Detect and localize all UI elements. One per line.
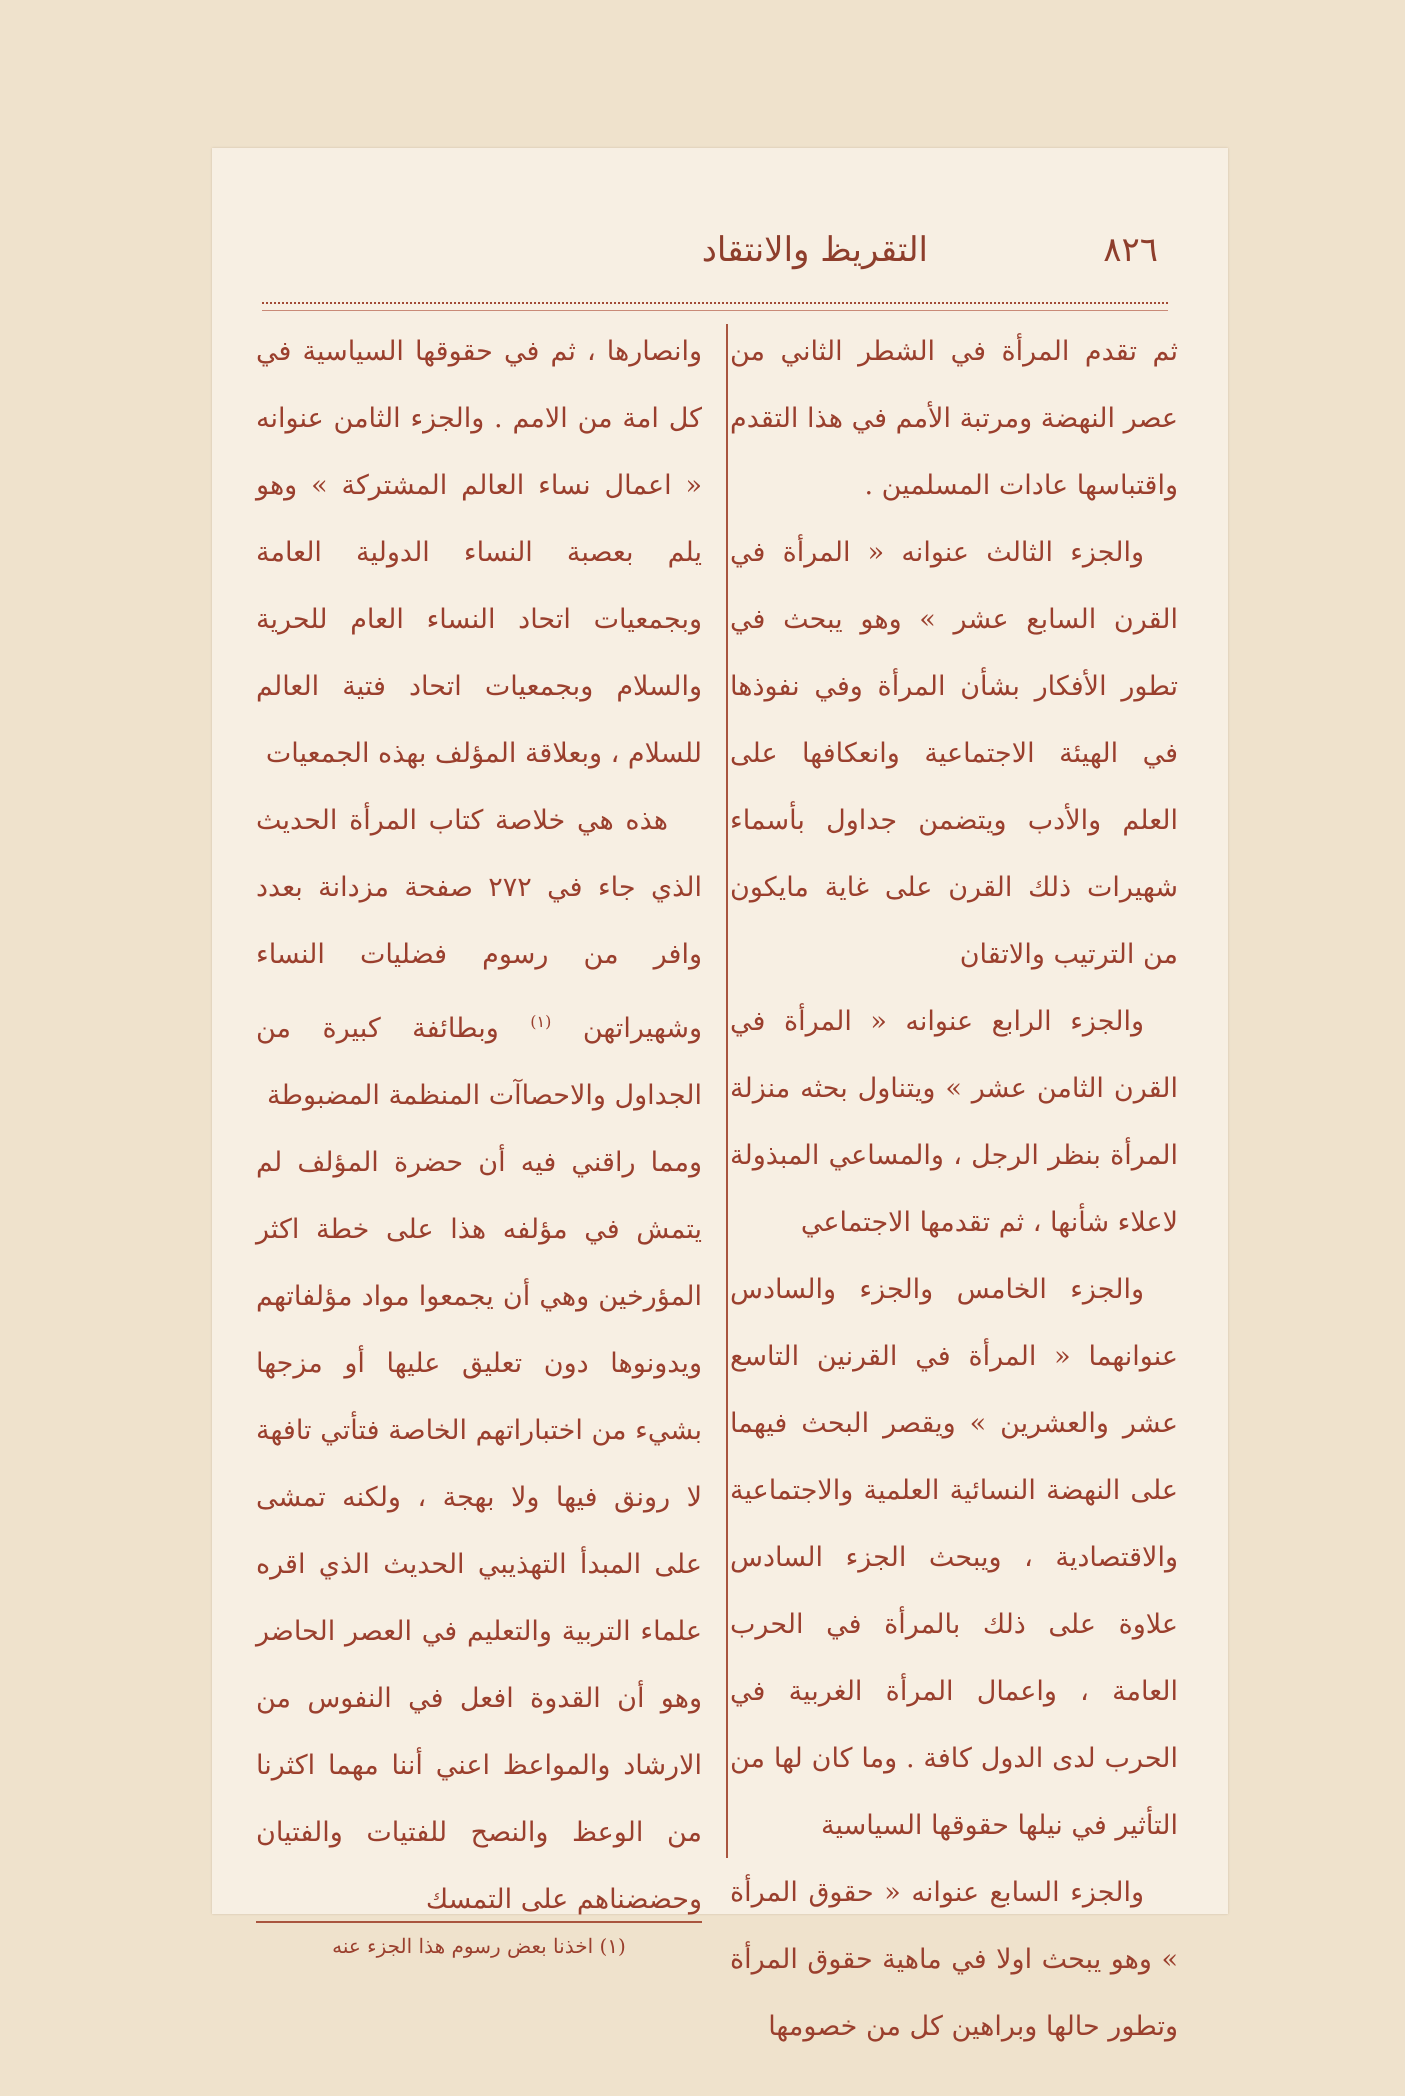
paragraph: ثم تقدم المرأة في الشطر الثاني من عصر النهضة ومرتبة الأمم في هذا التقدم واقتباسها عادات المسلمين . xyxy=(730,336,1178,501)
paragraph-text-continued: وبطائفة كبيرة من الجداول والاحصاآت المنظمة المضبوطة xyxy=(256,1013,702,1111)
paragraph: وانصارها ، ثم في حقوقها السياسية في كل امة من الامم . والجزء الثامن عنوانه « اعمال نساء العالم المشتركة » وهو يلم بعصبة النساء الدولية العامة وبجمعيات اتحاد النساء العام للحرية والسلام وبجمعيات اتحاد فتية العالم للسلام ، وبعلاقة المؤلف بهذه الجمعيات xyxy=(256,336,702,769)
header-rule xyxy=(262,302,1168,311)
column-divider xyxy=(726,324,728,1858)
paragraph-text: هذه هي خلاصة كتاب المرأة الحديث الذي جاء في ٢٧٢ صفحة مزدانة بعدد وافر من رسوم فضليات النساء وشهيراتهن xyxy=(256,805,702,1044)
paragraph: والجزء الثالث عنوانه « المرأة في القرن السابع عشر » وهو يبحث في تطور الأفكار بشأن المرأة وفي نفوذها في الهيئة الاجتماعية وانعكافها على العلم والأدب ويتضمن جداول بأسماء شهيرات ذلك القرن على غاية مايكون من الترتيب والاتقان xyxy=(730,537,1178,970)
paragraph: والجزء الرابع عنوانه « المرأة في القرن الثامن عشر » ويتناول بحثه منزلة المرأة بنظر الرجل ، والمساعي المبذولة لاعلاء شأنها ، ثم تقدمها الاجتماعي xyxy=(730,1006,1178,1238)
footnote-marker: (١) xyxy=(530,1012,552,1031)
text-columns xyxy=(256,318,1178,2042)
page-number: ٨٢٦ xyxy=(1103,230,1158,270)
paragraph xyxy=(256,787,702,1129)
paragraph: والجزء السابع عنوانه « حقوق المرأة » وهو يبحث اولا في ماهية حقوق المرأة وتطور حالها وبراهين كل من خصومها xyxy=(730,1877,1178,2042)
book-page xyxy=(212,148,1228,2042)
running-title: التقريظ والانتقاد xyxy=(701,230,928,270)
right-column xyxy=(724,318,1178,2042)
footnote: (١) اخذنا بعض رسوم هذا الجزء عنه xyxy=(332,1934,626,1958)
left-column xyxy=(256,318,708,1915)
footnote-rule xyxy=(256,1921,702,1923)
paragraph: ومما راقني فيه أن حضرة المؤلف لم يتمش في مؤلفه هذا على خطة اكثر المؤرخين وهي أن يجمعوا مواد مؤلفاتهم ويدونوها دون تعليق عليها أو مزجها بشيء من اختباراتهم الخاصة فتأتي تافهة لا رونق فيها ولا بهجة ، ولكنه تمشى على المبدأ التهذيبي الحديث الذي اقره علماء التربية والتعليم في العصر الحاضر وهو أن القدوة افعل في النفوس من الارشاد والمواعظ اعني أننا مهما اكثرنا من الوعظ والنصح للفتيات والفتيان وحضضناهم على التمسك xyxy=(256,1147,702,1915)
page-header xyxy=(212,230,1228,290)
paragraph: والجزء الخامس والجزء والسادس عنوانهما « المرأة في القرنين التاسع عشر والعشرين » ويقصر البحث فيهما على النهضة النسائية العلمية والاجتماعية والاقتصادية ، ويبحث الجزء السادس علاوة على ذلك بالمرأة في الحرب العامة ، واعمال المرأة الغربية في الحرب لدى الدول كافة . وما كان لها من التأثير في نيلها حقوقها السياسية xyxy=(730,1274,1178,1841)
